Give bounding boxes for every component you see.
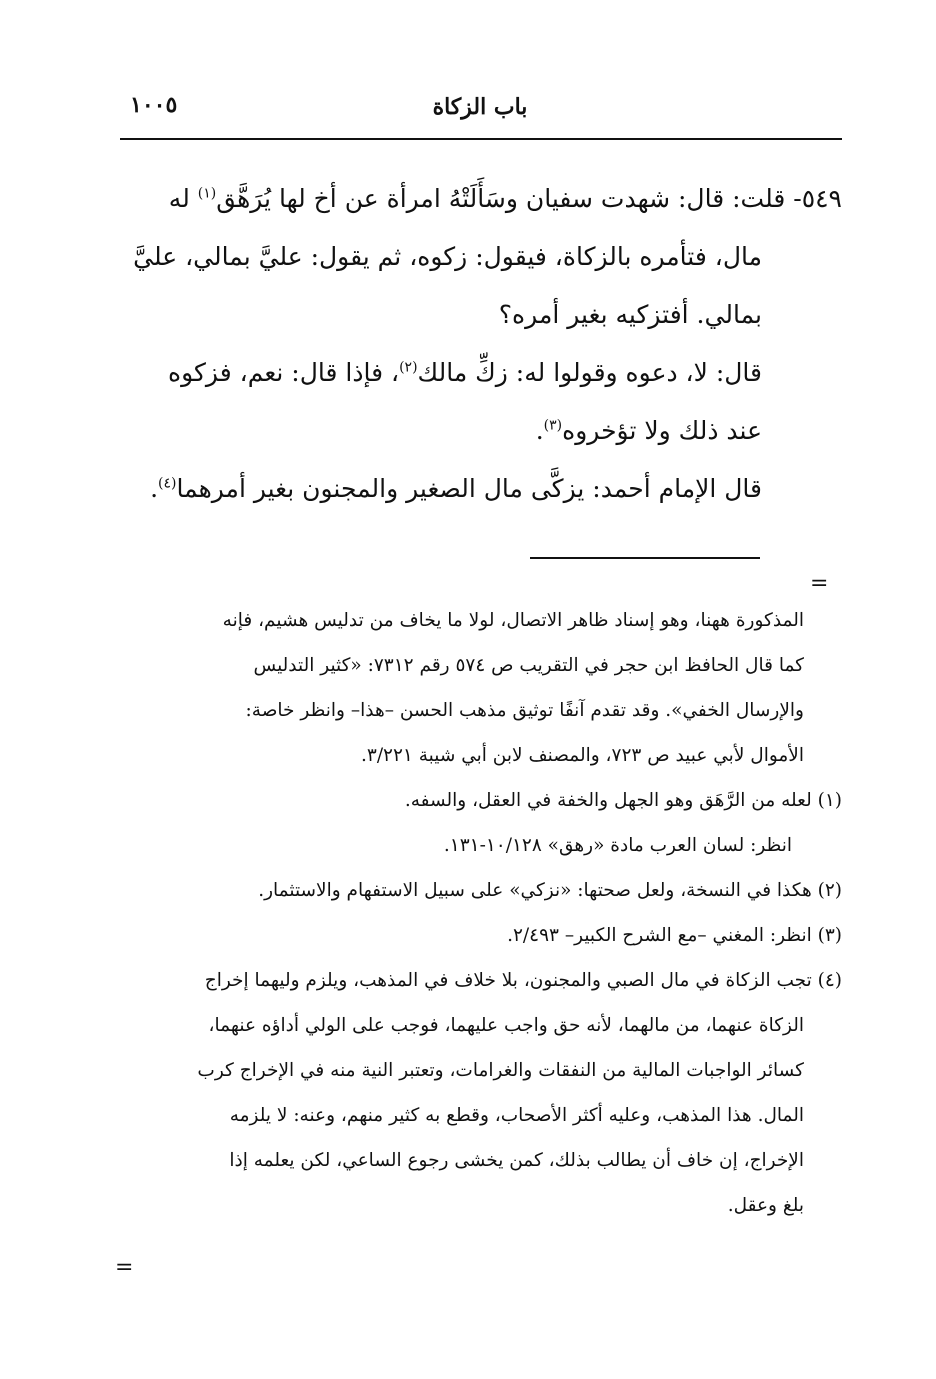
footnote-ref-4: (٤) <box>158 475 177 492</box>
footnote-line: كما قال الحافظ ابن حجر في التقريب ص ٥٧٤ رقم ٧٣١٢: «كثير التدليس <box>253 655 804 676</box>
answer-text: قال: لا، دعوه وقولوا له: زكِّ مالك <box>417 358 762 387</box>
footnote-line: الأموال لأبي عبيد ص ٧٢٣، والمصنف لابن أبي شيبة ٣/٢٢١. <box>361 745 804 766</box>
main-line <box>120 402 842 460</box>
footnote-3: (٣) انظر: المغني –مع الشرح الكبير– ٢/٤٩٣. <box>507 925 842 946</box>
main-text <box>120 170 842 518</box>
header-rule <box>120 138 842 140</box>
continuation-mark-bottom: = <box>115 1255 134 1280</box>
footnote-4: (٤) تجب الزكاة في مال الصبي والمجنون، بلا خلاف في المذهب، ويلزم وليهما إخراج <box>204 970 842 991</box>
footnote-1: (١) لعله من الرَّهَق وهو الجهل والخفة في العقل، والسفه. <box>404 790 842 811</box>
footnote-line: الإخراج، إن خاف أن يطالب بذلك، كمن يخشى رجوع الساعي، لكن يعلمه إذا <box>229 1150 804 1171</box>
footnote-line: المذكورة ههنا، وهو إسناد ظاهر الاتصال، لولا ما يخاف من تدليس هشيم، فإنه <box>222 610 804 631</box>
continuation-mark-top: = <box>810 571 829 596</box>
answer-text: عند ذلك ولا تؤخروه <box>562 416 762 445</box>
footnote-line: والإرسال الخفي». وقد تقدم آنفًا توثيق مذهب الحسن –هذا– وانظر خاصة: <box>245 700 804 721</box>
line-end: ، فإذا قال: نعم، فزكوه <box>168 358 400 387</box>
footnote-line: كسائر الواجبات المالية من النفقات والغرامات، وتعتبر النية منه في الإخراج كرب <box>197 1060 804 1081</box>
footnote-ref-1: (١) <box>197 185 217 202</box>
issue-text: ٥٤٩- قلت: قال: شهدت سفيان وسَأَلَتْهُ امرأة عن أخ لها يُرَهَّق <box>216 184 842 213</box>
footnote-line: الزكاة عنهما، من مالهما، لأنه حق واجب عليهما، فوجب على الولي أداؤه عنهما، <box>208 1015 804 1036</box>
main-line <box>120 460 842 518</box>
footnote-ref-3: (٣) <box>543 417 563 434</box>
running-header <box>120 88 840 132</box>
footnote-2: (٢) هكذا في النسخة، ولعل صحتها: «نزكي» على سبيل الاستفهام والاستثمار. <box>258 880 842 901</box>
footnote-ref-2: (٢) <box>399 359 418 376</box>
main-line: بمالي. أفتزكيه بغير أمره؟ <box>498 300 762 329</box>
imam-statement: قال الإمام أحمد: يزكَّى مال الصغير والمجنون بغير أمرهما <box>176 474 762 503</box>
main-line: مال، فتأمره بالزكاة، فيقول: زكوه، ثم يقول: عليَّ بمالي، عليَّ <box>133 242 762 271</box>
line-end: . <box>535 416 544 445</box>
chapter-title: باب الزكاة <box>432 94 528 120</box>
footnotes <box>120 598 842 1228</box>
line-end: له <box>168 184 198 213</box>
page-number: ١٠٠٥ <box>130 92 178 118</box>
footnote-line: بلغ وعقل. <box>727 1195 804 1216</box>
main-line <box>120 344 842 402</box>
footnote-line: المال. هذا المذهب، وعليه أكثر الأصحاب، وقطع به كثير منهم، وعنه: لا يلزمه <box>229 1105 804 1126</box>
line-end: . <box>150 474 159 503</box>
footnote-separator <box>530 557 760 559</box>
footnote-1-ref: انظر: لسان العرب مادة «رهق» ١٠/١٢٨-١٣١. <box>443 835 792 856</box>
main-line <box>120 170 842 228</box>
